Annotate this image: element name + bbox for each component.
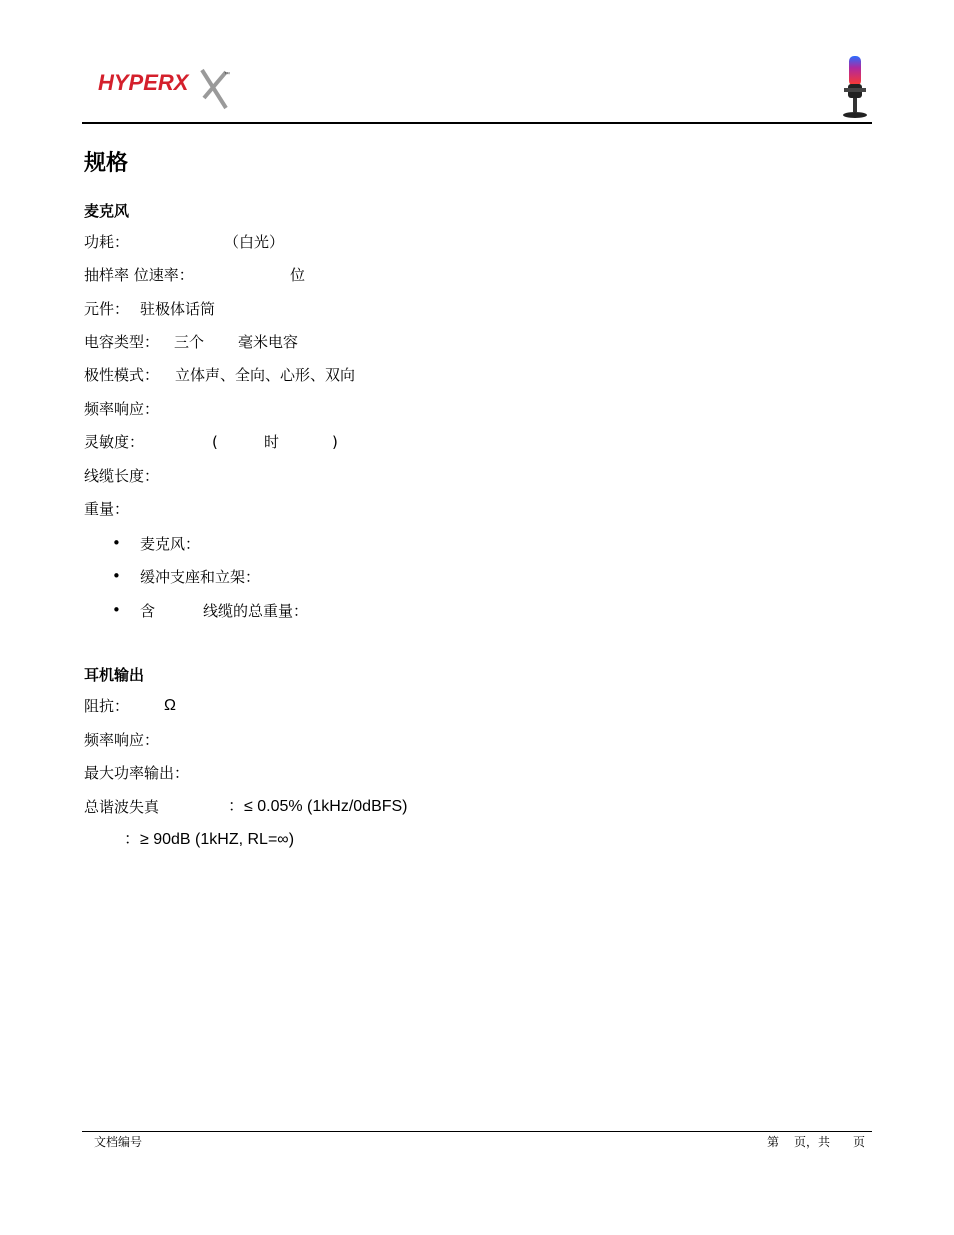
spec-label: 频率响应： xyxy=(84,400,160,418)
header-rule xyxy=(82,122,872,124)
spec-value: 三个 xyxy=(174,333,205,351)
spec-label: 频率响应： xyxy=(84,731,160,749)
list-item: 线缆的总重量： xyxy=(203,602,309,620)
spec-label: 线缆长度： xyxy=(84,467,160,485)
spec-paren: ) xyxy=(332,433,338,451)
page-number-prefix: 第 xyxy=(767,1135,780,1149)
spec-unit: 位 xyxy=(290,266,306,284)
spec-note: （白光） xyxy=(224,233,285,251)
spec-unit: Ω xyxy=(164,697,176,714)
spec-value: 立体声、全向、心形、双向 xyxy=(175,366,356,384)
spec-label: 功耗： xyxy=(84,233,130,251)
spec-label: 抽样率 位速率： xyxy=(84,266,194,284)
section-heading-headphone: 耳机输出 xyxy=(84,666,145,684)
page-number-suffix: 页 xyxy=(853,1135,866,1149)
spec-value: ：≤ 0.05% (1kHz/0dBFS) xyxy=(228,798,408,815)
svg-text:™: ™ xyxy=(224,72,230,78)
spec-label: 极性模式： xyxy=(84,366,160,384)
spec-label: 灵敏度： xyxy=(84,433,145,451)
spec-label: 最大功率输出： xyxy=(84,764,190,782)
hyperx-logo xyxy=(98,68,234,112)
spec-value: 时 xyxy=(264,433,280,451)
spec-paren: ( xyxy=(212,433,218,451)
bullet-icon: • xyxy=(112,601,121,619)
bullet-icon: • xyxy=(112,567,121,585)
footer-rule xyxy=(82,1131,872,1132)
spec-value: 驻极体话筒 xyxy=(140,300,216,318)
svg-text:HYPERX: HYPERX xyxy=(98,70,189,95)
spec-value: 毫米电容 xyxy=(238,333,299,351)
spec-label: 重量： xyxy=(84,500,130,518)
spec-label: 元件： xyxy=(84,300,130,318)
list-item: 含 xyxy=(140,602,156,620)
spec-label: 阻抗： xyxy=(84,697,130,715)
spec-label: 总谐波失真 xyxy=(84,798,160,816)
spec-value: ：≥ 90dB (1kHZ, RL=∞) xyxy=(124,831,295,848)
page-number-middle: 页，共 xyxy=(794,1135,831,1149)
bullet-icon: • xyxy=(112,534,121,552)
page-title: 规格 xyxy=(84,151,129,176)
list-item: 缓冲支座和立架： xyxy=(140,568,261,586)
spec-label: 电容类型： xyxy=(84,333,160,351)
microphone-product-image xyxy=(838,54,872,120)
list-item: 麦克风： xyxy=(140,535,201,553)
section-heading-microphone: 麦克风 xyxy=(84,202,130,220)
doc-number-label: 文档编号 xyxy=(94,1135,143,1149)
